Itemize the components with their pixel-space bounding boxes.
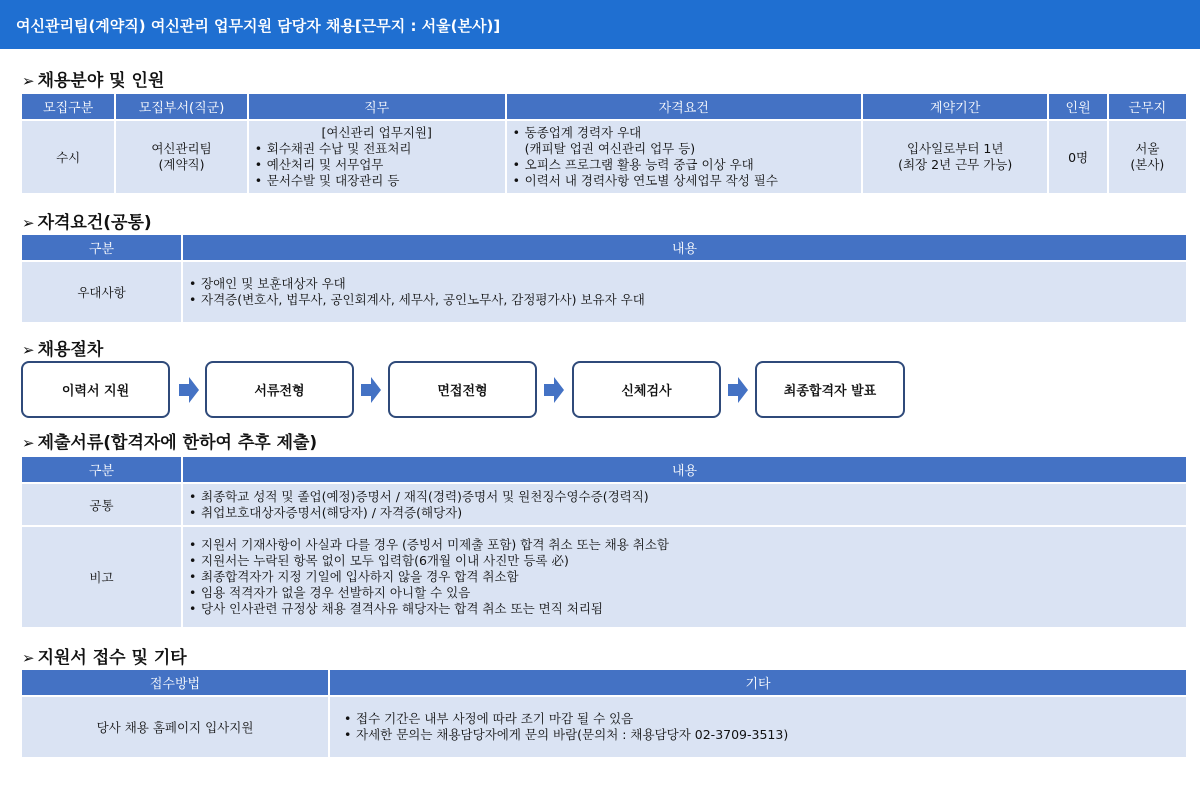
- table-header-row: [22, 235, 1186, 260]
- table-row: [22, 484, 1186, 525]
- row-label: 공통: [22, 484, 181, 525]
- list-item: • 취업보호대상자증명서(해당자) / 자격증(해당자): [187, 505, 1182, 521]
- flow-step: 이력서 지원: [21, 361, 170, 418]
- section-heading-application: [22, 643, 187, 668]
- table-row: [22, 697, 1186, 757]
- period-text: 입사일로부터 1년: [906, 141, 1004, 156]
- table-header-row: [22, 94, 1186, 119]
- period-cell: [863, 121, 1048, 193]
- qualification-cell: [507, 121, 861, 193]
- table-header-row: [22, 457, 1186, 482]
- location-cell: [1109, 121, 1186, 193]
- period-note: (최장 2년 근무 가능): [898, 157, 1013, 172]
- header-cell: 인원: [1049, 94, 1106, 119]
- flow-step: 신체검사: [572, 361, 721, 418]
- location-note: (본사): [1130, 157, 1165, 172]
- list-item: • 당사 인사관련 규정상 채용 결격사유 해당자는 합격 취소 또는 면직 처리됨: [187, 601, 1182, 617]
- flow-step: 면접전형: [388, 361, 537, 418]
- list-item: • 임용 적격자가 없을 경우 선발하지 아니할 수 있음: [187, 585, 1182, 601]
- section-heading-documents: [22, 428, 317, 453]
- section-arrow-icon: ➢: [22, 72, 35, 90]
- content-list: [187, 489, 1182, 521]
- header-cell: 모집부서(직군): [116, 94, 246, 119]
- flow-arrow-icon: [179, 377, 199, 403]
- header-cell: 내용: [183, 235, 1186, 260]
- list-item: • 자세한 문의는 채용담당자에게 문의 바람(문의처 : 채용담당자 02-3709-3513): [342, 727, 1182, 743]
- content-list: [187, 537, 1182, 617]
- section-heading-recruitment: [22, 66, 164, 91]
- flow-arrow-icon: [361, 377, 381, 403]
- recruitment-table: [20, 92, 1188, 195]
- row-content: [183, 262, 1186, 322]
- section-title: 채용분야 및 인원: [37, 71, 165, 91]
- section-title: 자격요건(공통): [37, 213, 152, 233]
- dept-cell: [116, 121, 246, 193]
- section-title: 채용절차: [37, 340, 104, 360]
- list-item: • 예산처리 및 서무업무: [253, 157, 501, 173]
- content-list: [342, 711, 1182, 743]
- location-text: 서울: [1135, 141, 1160, 156]
- header-cell: 모집구분: [22, 94, 114, 119]
- section-heading-process: [22, 335, 103, 360]
- header-cell: 계약기간: [863, 94, 1048, 119]
- list-item: • 이력서 내 경력사항 연도별 상세업무 작성 필수: [511, 173, 857, 189]
- dept-name: 여신관리팀: [151, 141, 212, 156]
- flow-step: 서류전형: [205, 361, 354, 418]
- section-title: 지원서 접수 및 기타: [37, 648, 187, 668]
- row-label: 비고: [22, 527, 181, 627]
- header-cell: 직무: [249, 94, 505, 119]
- duty-title: [여신관리 업무지원]: [321, 125, 432, 140]
- row-label: 당사 채용 홈페이지 입사지원: [22, 697, 328, 757]
- list-item: • 오피스 프로그램 활용 능력 중급 이상 우대: [511, 157, 857, 173]
- table-row: [22, 262, 1186, 322]
- header-cell: 기타: [330, 670, 1186, 695]
- application-table: [20, 668, 1188, 759]
- top-title-bar: [0, 0, 1200, 49]
- page-title: 여신관리팀(계약직) 여신관리 업무지원 담당자 채용[근무지 : 서울(본사)]: [16, 17, 501, 35]
- section-arrow-icon: ➢: [22, 214, 35, 232]
- list-item: • 문서수발 및 대장관리 등: [253, 173, 501, 189]
- row-content: [183, 527, 1186, 627]
- section-arrow-icon: ➢: [22, 341, 35, 359]
- duty-cell: [249, 121, 505, 193]
- list-item-note: (캐피탈 업권 여신관리 업무 등): [524, 141, 696, 156]
- list-item: • 지원서는 누락된 항목 없이 모두 입력함(6개월 이내 사진만 등록 必): [187, 553, 1182, 569]
- list-item: • 최종합격자가 지정 기일에 입사하지 않을 경우 합격 취소함: [187, 569, 1182, 585]
- header-cell: 구분: [22, 235, 181, 260]
- recruit-type-cell: 수시: [22, 121, 114, 193]
- header-cell: 내용: [183, 457, 1186, 482]
- section-arrow-icon: ➢: [22, 434, 35, 452]
- table-header-row: [22, 670, 1186, 695]
- list-item: • 장애인 및 보훈대상자 우대: [187, 276, 1182, 292]
- count-cell: 0명: [1049, 121, 1106, 193]
- header-cell: 구분: [22, 457, 181, 482]
- content-list: [187, 276, 1182, 308]
- list-item: • 지원서 기재사항이 사실과 다를 경우 (증빙서 미제출 포함) 합격 취소 또는 채용 취소함: [187, 537, 1182, 553]
- list-item: • 최종학교 성적 및 졸업(예정)증명서 / 재직(경력)증명서 및 원천징수영수증(경력직): [187, 489, 1182, 505]
- dept-type: (계약직): [158, 157, 205, 172]
- header-cell: 자격요건: [507, 94, 861, 119]
- list-item: • 동종업계 경력자 우대: [511, 125, 857, 141]
- list-item: • 접수 기간은 내부 사정에 따라 조기 마감 될 수 있음: [342, 711, 1182, 727]
- section-arrow-icon: ➢: [22, 649, 35, 667]
- table-row: [22, 527, 1186, 627]
- header-cell: 근무지: [1109, 94, 1186, 119]
- row-label: 우대사항: [22, 262, 181, 322]
- flow-step: 최종합격자 발표: [755, 361, 905, 418]
- qualification-table: [20, 233, 1188, 324]
- header-cell: 접수방법: [22, 670, 328, 695]
- row-content: [330, 697, 1186, 757]
- flow-arrow-icon: [728, 377, 748, 403]
- list-item: • 회수채권 수납 및 전표처리: [253, 141, 501, 157]
- qualification-list: [511, 125, 857, 189]
- section-title: 제출서류(합격자에 한하여 추후 제출): [37, 433, 318, 453]
- duty-list: [253, 141, 501, 189]
- flow-arrow-icon: [544, 377, 564, 403]
- section-heading-qualifications: [22, 208, 152, 233]
- list-item: • 자격증(변호사, 법무사, 공인회계사, 세무사, 공인노무사, 감정평가사) 보유자 우대: [187, 292, 1182, 308]
- row-content: [183, 484, 1186, 525]
- documents-table: [20, 455, 1188, 629]
- table-row: [22, 121, 1186, 193]
